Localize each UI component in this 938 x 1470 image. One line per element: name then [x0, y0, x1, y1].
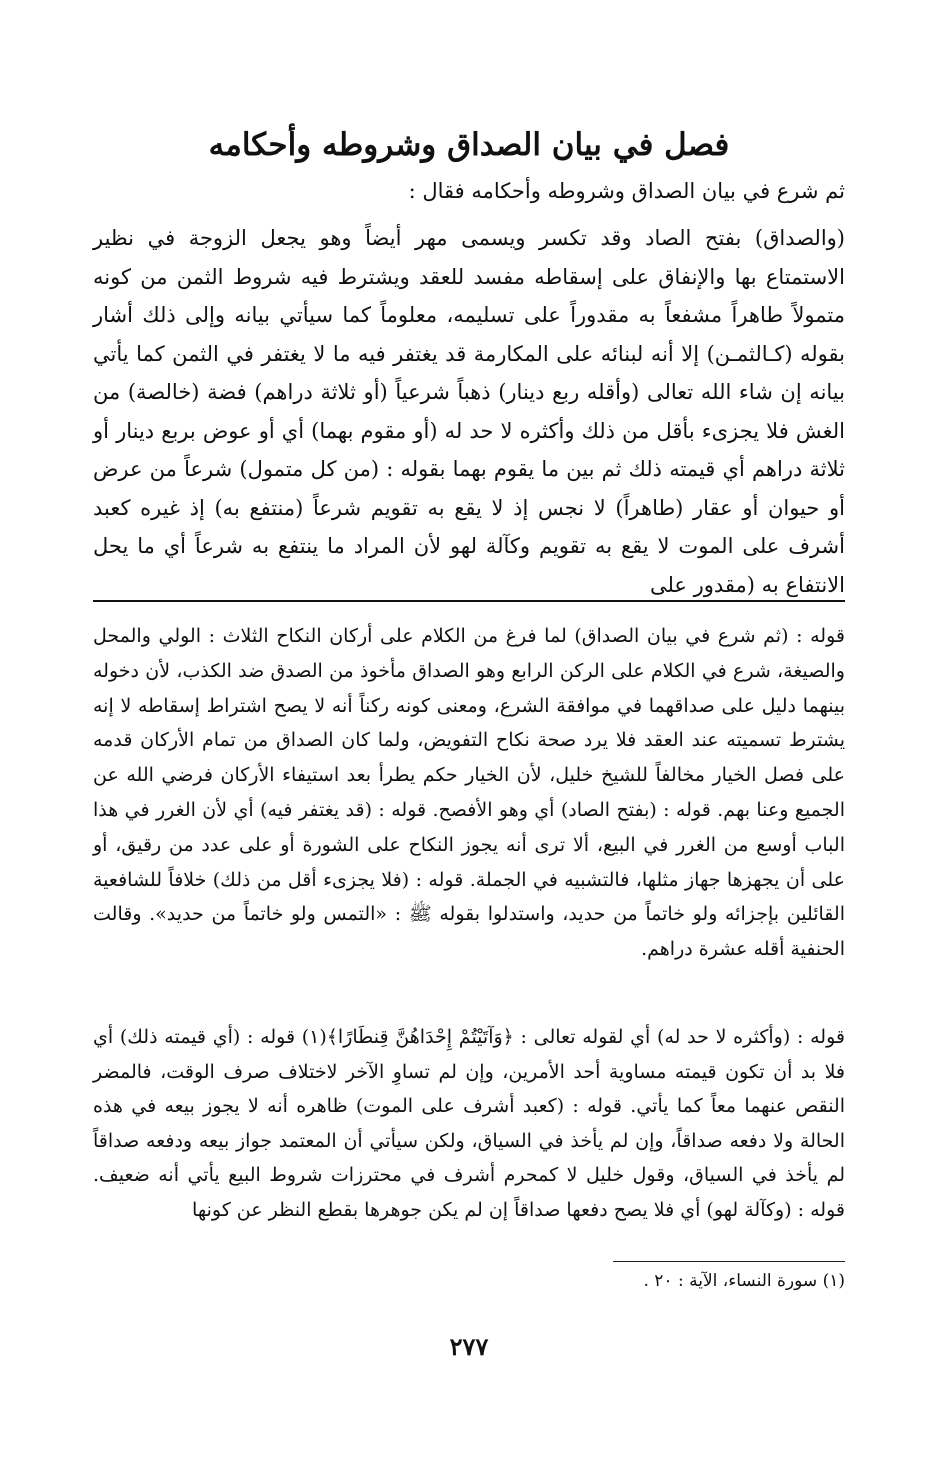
commentary-paragraph-1: قوله : (ثم شرع في بيان الصداق) لما فرغ من الكلام على أركان النكاح الثلاث : الولي والمحل والصيغة، شرع في الكلام على الركن الرابع وهو الصداق مأخوذ من الصدق ضد الكذب، لأن دخوله بينهما دليل على صداقهما في موافقة الشرع، ومعنى كونه ركناً أنه لا يصح اشتراط إسقاطه لا إنه يشترط تسميته عند العقد فلا يرد صحة نكاح التفويض، ولما كان الصداق من تمام الأركان قدمه على فصل الخيار مخالفاً للشيخ خليل، لأن الخيار حكم يطرأ بعد استيفاء الأركان فرضي الله عن الجميع وعنا بهم. قوله : (بفتح الصاد) أي وهو الأفصح. قوله : (قد يغتفر فيه) أي لأن الغرر في هذا الباب أوسع من الغرر في البيع، ألا ترى أنه يجوز النكاح على الشورة أو على عدد من رقيق، أو على أن يجهزها جهاز مثلها، فالتشبيه في الجملة. قوله : (فلا يجزىء أقل من ذلك) خلافاً للشافعية القائلين بإجزائه ولو خاتماً من حديد، واستدلوا بقوله ﷺ : «التمس ولو خاتماً من حديد». وقالت الحنفية أقله عشرة دراهم.: [93, 625, 845, 961]
main-text-block: [93, 219, 845, 604]
footnote: (١) سورة النساء، الآية : ٢٠ .: [643, 1271, 845, 1291]
main-text-paragraph: (والصداق) بفتح الصاد وقد تكسر ويسمى مهر أيضاً وهو يجعل الزوجة في نظير الاستمتاع بها والإنفاق على إسقاطه مفسد للعقد ويشترط فيه شروط الثمن من كونه متمولاً طاهراً مشفعاً به مقدوراً على تسليمه، معلوماً كما سيأتي بيانه وإلى ذلك أشار بقوله (كـالثمـن) إلا أنه لبنائه على المكارمة قد يغتفر فيه ما لا يغتفر في الثمن كما يأتي بيانه إن شاء الله تعالى (وأقله ربع دينار) ذهباً شرعياً (أو ثلاثة دراهم) فضة (خالصة) من الغش فلا يجزىء بأقل من ذلك وأكثره لا حد له (أو مقوم بهما) أي أو عوض بربع دينار أو ثلاثة دراهم أي قيمته ذلك ثم بين ما يقوم بهما بقوله : (من كل متمول) شرعاً من عرض أو حيوان أو عقار (طاهراً) لا نجس إذ لا يقع به تقويم شرعاً (منتفع به) إذ غيره كعبد أشرف على الموت لا يقع به تقويم وكآلة لهو لأن المراد ما ينتفع به شرعاً أي ما يحل الانتفاع به (مقدور على: [93, 226, 845, 597]
main-commentary-divider: [93, 600, 845, 602]
footnote-rule: [613, 1261, 845, 1262]
page-number: ٢٧٧: [449, 1332, 489, 1361]
commentary-block-1: [93, 619, 845, 967]
commentary-paragraph-2: قوله : (وأكثره لا حد له) أي لقوله تعالى : ﴿وَآتَيْتُمْ إِحْدَاهُنَّ قِنطَارًا﴾(١) قوله : (أي قيمته ذلك) أي فلا بد أن تكون قيمته مساوية أحد الأمرين، وإن لم تساوِ الآخر لاختلاف صرف الوقت، فالمضر النقص عنهما معاً كما يأتي. قوله : (كعبد أشرف على الموت) ظاهره أنه لا يجوز بيعه في هذه الحالة ولا دفعه صداقاً، وإن لم يأخذ في السياق، ولكن سيأتي أن المعتمد جواز بيعه ودفعه صداقاً لم يأخذ في السياق، وقول خليل لا كمحرم أشرف في محترزات شروط البيع يأتي أنه ضعيف. قوله : (وكآلة لهو) أي فلا يصح دفعها صداقاً إن لم يكن جوهرها بقطع النظر عن كونها: [93, 1026, 845, 1221]
section-title: فصل في بيان الصداق وشروطه وأحكامه: [208, 127, 730, 163]
intro-line: ثم شرع في بيان الصداق وشروطه وأحكامه فقال :: [408, 179, 845, 203]
commentary-block-2: [93, 1020, 845, 1227]
